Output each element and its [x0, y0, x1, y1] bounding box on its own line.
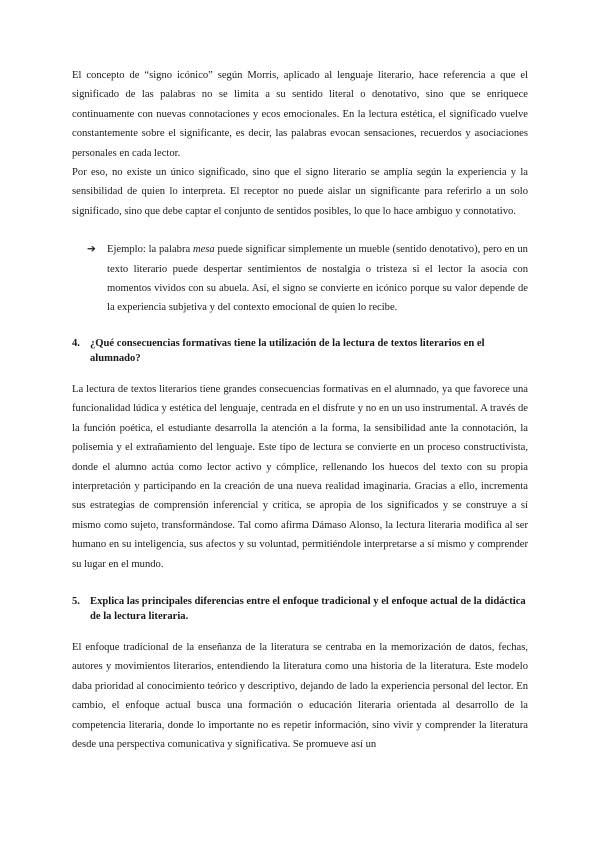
paragraph-enfoques: El enfoque tradicional de la enseñanza de la literatura se centraba en la memorización de datos, fechas, autores y movimientos literarios, entendiendo la literatura como una historia de la literatura. Este modelo daba prioridad al conocimiento teórico y descriptivo, dejando de lado la experiencia personal del lector. En cambio, el enfoque actual busca una formación o educación literaria orientada al desarrollo de la competencia literaria, donde lo importante no es repetir información, sino vivir y comprender la literatura desde una perspectiva comunicativa y significativa. Se promueve así un	[72, 641, 528, 750]
paragraph-signo-iconico: El concepto de “signo icónico” según Morris, aplicado al lenguaje literario, hace referencia a que el significado de las palabras no se limita a su sentido literal o denotativo, sino que se enriquece continuamente con nuevas connotaciones y ecos emocionales. En la lectura estética, el significado vuelve constantemente sobre el significante, es decir, las palabras evocan sensaciones, recuerdos y asociaciones personales en cada lector.	[72, 70, 528, 159]
arrow-bullet-icon: ➔	[87, 244, 96, 256]
document-page	[72, 66, 528, 754]
paragraph-consecuencias-formativas: La lectura de textos literarios tiene grandes consecuencias formativas en el alumnado, ya que favorece una funcionalidad lúdica y estética del lenguaje, centrada en el disfrute y no en un uso instrumental. A través de la función poética, el estudiante desarrolla la atención a la forma, la sensibilidad ante la connotación, la polisemia y el extrañamiento del lenguaje. Este tipo de lectura se convierte en un proceso constructivista, donde el alumno actúa como lector activo y cómplice, rellenando los huecos del texto con su propia interpretación y participando en la creación de una nueva realidad imaginaria. Gracias a ello, incrementa sus estrategias de comprensión inferencial y crítica, se apropia de los significados y se construye a sí mismo como sujeto, transformándose. Tal como afirma Dámaso Alonso, la lectura literaria modifica al ser humano en su inteligencia, sus afectos y su voluntad, permitiéndole interpretarse a sí mismo y comprender su lugar en el mundo.	[72, 383, 528, 570]
question-4-text: ¿Qué consecuencias formativas tiene la utilización de la lectura de textos literarios en el alumnado?	[90, 337, 485, 364]
example-bullet	[72, 240, 528, 318]
bullet-text-after: puede significar simplemente un mueble (sentido denotativo), pero en un texto literario puede despertar sentimientos de nostalgia o tristeza si el lector la asocia con momentos vividos con su abuela. Así, el signo se convierte en icónico porque su valor depende de la experiencia subjetiva y del contexto emocional de quien lo recibe.	[107, 244, 528, 314]
question-5-number: 5.	[72, 595, 80, 607]
question-5-text: Explica las principales diferencias entre el enfoque tradicional y el enfoque actual de la didáctica de la lectura literaria.	[90, 595, 526, 622]
question-4-heading	[72, 336, 528, 366]
paragraph-significado-ampliado: Por eso, no existe un único significado, sino que el signo literario se amplía según la experiencia y la sensibilidad de quien lo interpreta. El receptor no puede aislar un significante para referirlo a un solo significado, sino que debe captar el conjunto de sentidos posibles, lo que lo hace ambiguo y connotativo.	[72, 167, 528, 217]
bullet-emphasis-mesa: mesa	[192, 244, 215, 256]
question-5-heading	[72, 594, 528, 624]
question-4-number: 4.	[72, 337, 80, 349]
bullet-text-before: Ejemplo: la palabra	[107, 244, 193, 256]
